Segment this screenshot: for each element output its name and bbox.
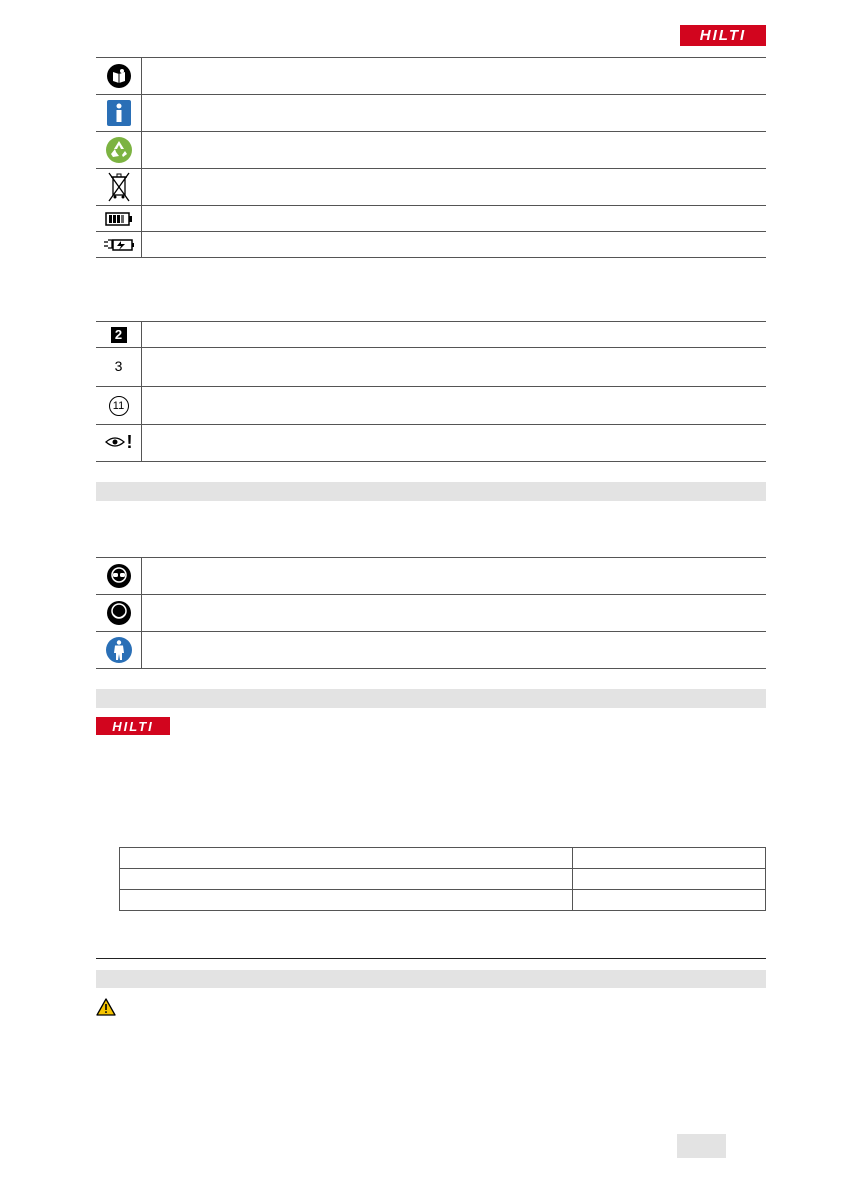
- row-text: [142, 232, 767, 258]
- table-row: [96, 425, 766, 462]
- crossed-bin-icon: [96, 169, 142, 206]
- ppe-symbol-table: [96, 557, 766, 669]
- row-text: [142, 348, 767, 387]
- table-row: [96, 322, 766, 348]
- battery-icon: [96, 206, 142, 232]
- warning-triangle-icon: [96, 998, 116, 1021]
- row-text: [142, 425, 767, 462]
- row-text: [142, 132, 767, 169]
- table-row: [96, 632, 766, 669]
- table-row: [96, 558, 766, 595]
- section-heading-bar: [96, 689, 766, 708]
- exclamation-mark: !: [126, 432, 133, 452]
- table-cell: [120, 869, 573, 890]
- eye-protection-icon: [96, 558, 142, 595]
- table-row: [96, 232, 766, 258]
- recycle-icon: [96, 132, 142, 169]
- table-row: [96, 95, 766, 132]
- row-text: [142, 322, 767, 348]
- table-row: [120, 848, 766, 869]
- information-icon: [96, 95, 142, 132]
- respirator-icon: [96, 595, 142, 632]
- figure-number-badge: 2: [111, 327, 127, 343]
- row-text: [142, 632, 767, 669]
- product-info-table: [119, 847, 766, 911]
- symbol-table-1: [96, 57, 766, 258]
- table-row: [120, 869, 766, 890]
- note-attention-icon: [96, 425, 142, 462]
- item-number-circle: 11: [109, 396, 129, 416]
- row-text: [142, 95, 767, 132]
- hilti-logo: HILTI: [96, 717, 170, 735]
- symbol-table-2: [96, 321, 766, 462]
- row-text: [142, 558, 767, 595]
- row-text: [142, 387, 767, 425]
- row-text: [142, 58, 767, 95]
- protective-clothing-icon: [96, 632, 142, 669]
- section-heading-bar: [96, 970, 766, 988]
- table-row: [96, 387, 766, 425]
- row-text: [142, 206, 767, 232]
- table-cell: [120, 848, 573, 869]
- table-row: [96, 206, 766, 232]
- section-heading-bar: [96, 482, 766, 501]
- table-row: [96, 169, 766, 206]
- read-manual-icon: [96, 58, 142, 95]
- table-cell: [573, 869, 766, 890]
- eye-icon: [105, 436, 125, 448]
- table-row: [96, 595, 766, 632]
- table-row: [96, 58, 766, 95]
- hilti-logo: HILTI: [680, 25, 766, 46]
- table-cell: [573, 848, 766, 869]
- divider: [96, 958, 766, 959]
- table-cell: [120, 890, 573, 911]
- charger-battery-icon: [96, 232, 142, 258]
- row-text: [142, 169, 767, 206]
- step-number: 3: [114, 358, 123, 374]
- page-number-box: [677, 1134, 726, 1158]
- table-row: [96, 348, 766, 387]
- table-cell: [573, 890, 766, 911]
- table-row: [120, 890, 766, 911]
- row-text: [142, 595, 767, 632]
- table-row: [96, 132, 766, 169]
